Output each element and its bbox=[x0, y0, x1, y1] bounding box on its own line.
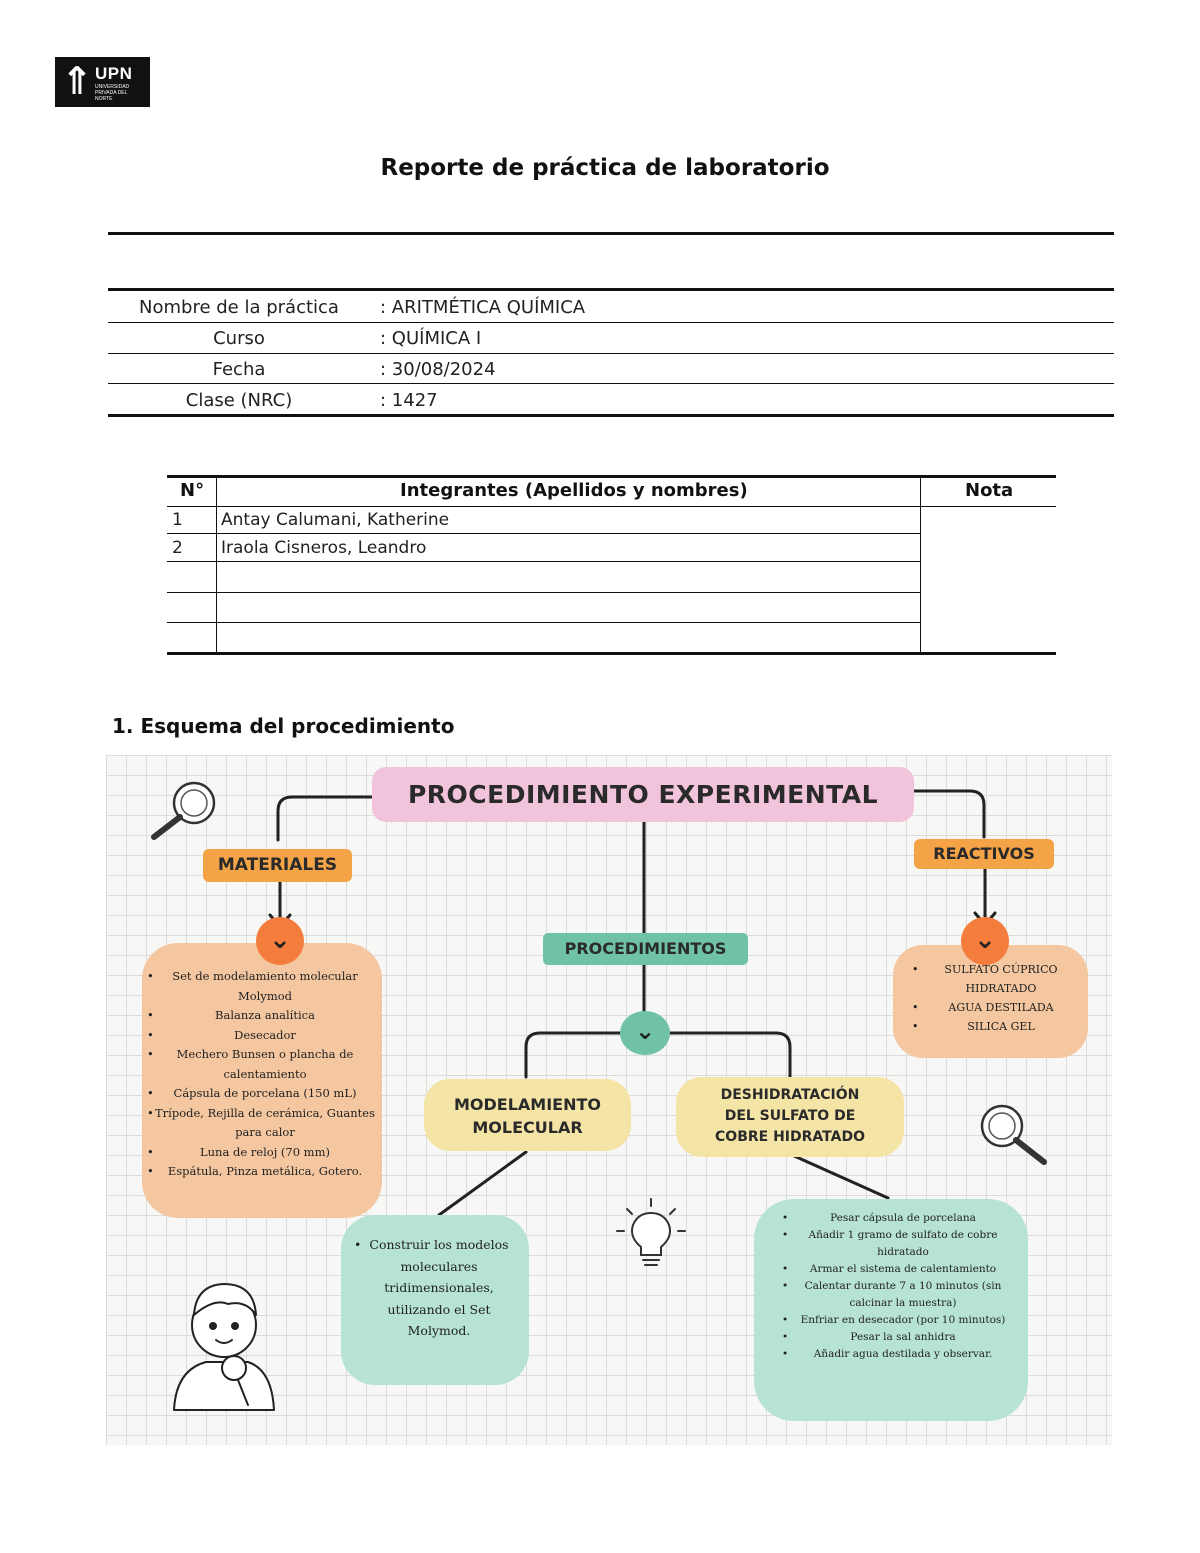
info-row-class bbox=[108, 386, 1114, 416]
info-value: : 30/08/2024 bbox=[380, 359, 496, 380]
list-item: • Balanza analítica bbox=[147, 1008, 315, 1022]
member-num: 2 bbox=[172, 538, 183, 558]
col-header-grade: Nota bbox=[965, 480, 1014, 501]
list-item: • Añadir 1 gramo de sulfato de cobre hidratado bbox=[782, 1229, 998, 1258]
list-item: • Mechero Bunsen o plancha de calentamiento bbox=[147, 1047, 354, 1081]
materiales-list bbox=[147, 967, 379, 1182]
info-value: : QUÍMICA I bbox=[380, 328, 482, 349]
info-table-top-border bbox=[108, 288, 1114, 291]
list-item: • Enfriar en desecador (por 10 minutos) bbox=[782, 1314, 1006, 1326]
lightbulb-icon bbox=[611, 1195, 691, 1275]
diagram-title: PROCEDIMIENTO EXPERIMENTAL bbox=[407, 780, 879, 809]
member-name: Iraola Cisneros, Leandro bbox=[221, 538, 427, 558]
list-item: • AGUA DESTILADA bbox=[912, 1001, 1054, 1014]
list-item: • Añadir agua destilada y observar. bbox=[782, 1348, 993, 1360]
chevron-down-icon: ⌄ bbox=[634, 1017, 656, 1045]
info-row-divider bbox=[108, 353, 1114, 354]
list-item: • SILICA GEL bbox=[912, 1020, 1035, 1033]
info-value: : ARITMÉTICA QUÍMICA bbox=[380, 297, 586, 318]
info-value: : 1427 bbox=[380, 390, 438, 411]
page-title: Reporte de práctica de laboratorio bbox=[380, 155, 830, 181]
list-item: • Cápsula de porcelana (150 mL) bbox=[147, 1086, 357, 1100]
modelamiento-label: MODELAMIENTO MOLECULAR bbox=[453, 1095, 602, 1137]
section-heading: 1. Esquema del procedimiento bbox=[112, 714, 455, 738]
list-item: • SULFATO CÚPRICO HIDRATADO bbox=[912, 963, 1058, 995]
chevron-down-icon: ⌄ bbox=[974, 925, 996, 955]
info-row-practice bbox=[108, 293, 1114, 323]
list-item: • Calentar durante 7 a 10 minutos (sin calcinar la muestra) bbox=[782, 1280, 1002, 1309]
chevron-down-icon: ⌄ bbox=[269, 925, 291, 955]
info-row-divider bbox=[108, 383, 1114, 384]
list-item: • Pesar cápsula de porcelana bbox=[782, 1212, 976, 1224]
member-name: Antay Calumani, Katherine bbox=[221, 510, 450, 530]
modelamiento-text: • Construir los modelos moleculares tridimensionales, utilizando el Set Molymod. bbox=[354, 1237, 509, 1338]
member-num: 1 bbox=[172, 510, 183, 530]
magnifier-icon bbox=[144, 777, 224, 847]
members-table bbox=[167, 475, 1056, 655]
info-label: Fecha bbox=[212, 359, 266, 380]
list-item: • Pesar la sal anhidra bbox=[782, 1331, 956, 1343]
list-item: • Luna de reloj (70 mm) bbox=[147, 1144, 330, 1159]
col-header-name: Integrantes (Apellidos y nombres) bbox=[400, 480, 748, 501]
list-item: • Armar el sistema de calentamiento bbox=[782, 1263, 997, 1275]
reactivos-label: REACTIVOS bbox=[933, 844, 1035, 863]
divider bbox=[108, 232, 1114, 235]
info-row-divider bbox=[108, 322, 1114, 323]
materiales-label: MATERIALES bbox=[217, 855, 338, 875]
deshidratacion-list bbox=[782, 1210, 1020, 1363]
deshidratacion-label: DESHIDRATACIÓN DEL SULFATO DE COBRE HIDRATADO bbox=[715, 1087, 865, 1145]
magnifier-icon bbox=[974, 1100, 1054, 1170]
info-label: Curso bbox=[213, 328, 265, 349]
col-header-num: N° bbox=[180, 480, 205, 501]
student-icon bbox=[166, 1270, 286, 1415]
info-table-bottom-border bbox=[108, 414, 1114, 417]
logo-arrow-icon: ⇑ bbox=[61, 59, 93, 103]
list-item: • Set de modelamiento molecular Molymod bbox=[147, 969, 358, 1003]
info-row-date bbox=[108, 355, 1114, 385]
logo-tagline: UNIVERSIDAD PRIVADA DEL NORTE bbox=[95, 84, 130, 102]
upn-logo bbox=[55, 57, 150, 107]
info-label: Clase (NRC) bbox=[185, 390, 293, 411]
procedimientos-label: PROCEDIMIENTOS bbox=[564, 939, 727, 958]
list-item: • Trípode, Rejilla de cerámica, Guantes para calor bbox=[147, 1105, 375, 1139]
reactivos-list bbox=[912, 960, 1086, 1036]
list-item: • Desecador bbox=[147, 1027, 296, 1042]
logo-brand: UPN bbox=[95, 64, 133, 83]
info-label: Nombre de la práctica bbox=[139, 297, 339, 318]
info-row-course bbox=[108, 324, 1114, 354]
list-item: • Espátula, Pinza metálica, Gotero. bbox=[147, 1164, 363, 1178]
procedure-diagram bbox=[106, 755, 1112, 1445]
